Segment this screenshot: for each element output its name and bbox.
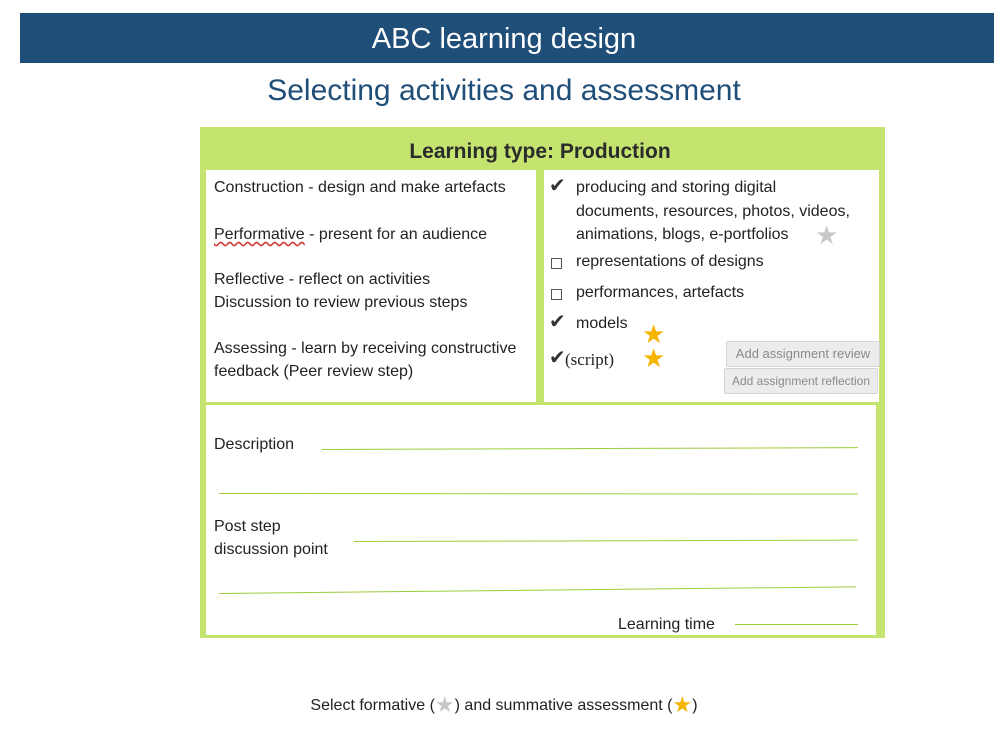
card-title: Learning type: Production [409,140,671,163]
assessing-text-2: feedback (Peer review step) [214,363,414,380]
legend-text-2: ) and summative assessment ( [454,697,673,714]
performative-line [214,223,487,246]
assessing-text: Assessing - learn by receiving constructive [214,340,517,357]
construction-text: Construction - design and make artefacts [214,179,506,196]
option-digital-line-2: documents, resources, photos, videos, [576,203,850,220]
learning-time-input-line[interactable] [735,624,858,625]
performative-term: Performative [214,226,305,243]
summative-star-icon[interactable]: ★ [642,344,666,374]
checkmark-icon[interactable]: ✔ [549,309,566,333]
legend-text-1: Select formative ( [310,697,435,714]
discussion-point-label: discussion point [214,541,328,558]
checkbox-performances[interactable] [551,289,562,300]
add-assignment-review-button[interactable]: Add assignment review [726,341,880,367]
description-panel [206,405,876,635]
assessment-legend [0,695,1008,717]
option-performances: performances, artefacts [576,284,745,301]
performative-desc: - present for an audience [304,226,488,243]
discussion-text: Discussion to review previous steps [214,294,468,311]
option-models: models [576,315,628,332]
option-script: (script) [565,350,615,369]
reflective-text: Reflective - reflect on activities [214,271,431,288]
summative-star-icon[interactable]: ★ [642,320,666,350]
post-step-label: Post step [214,518,281,535]
page-title: ABC learning design [371,23,637,55]
formative-star-icon[interactable]: ★ [815,221,839,251]
checkmark-icon[interactable]: ✔ [549,345,566,369]
summative-star-icon: ★ [672,693,693,718]
option-digital-line-1: producing and storing digital [576,179,777,196]
legend-text-3: ) [692,697,698,714]
formative-star-icon: ★ [434,693,455,718]
add-assignment-reflection-button[interactable]: Add assignment reflection [724,368,878,394]
option-designs: representations of designs [576,253,764,270]
checkmark-icon[interactable]: ✔ [549,173,566,197]
checkbox-designs[interactable] [551,258,562,269]
learning-time-label: Learning time [618,616,715,633]
page-subtitle: Selecting activities and assessment [267,74,741,107]
option-digital-line-3: animations, blogs, e-portfolios [576,226,789,243]
description-label: Description [214,436,295,453]
